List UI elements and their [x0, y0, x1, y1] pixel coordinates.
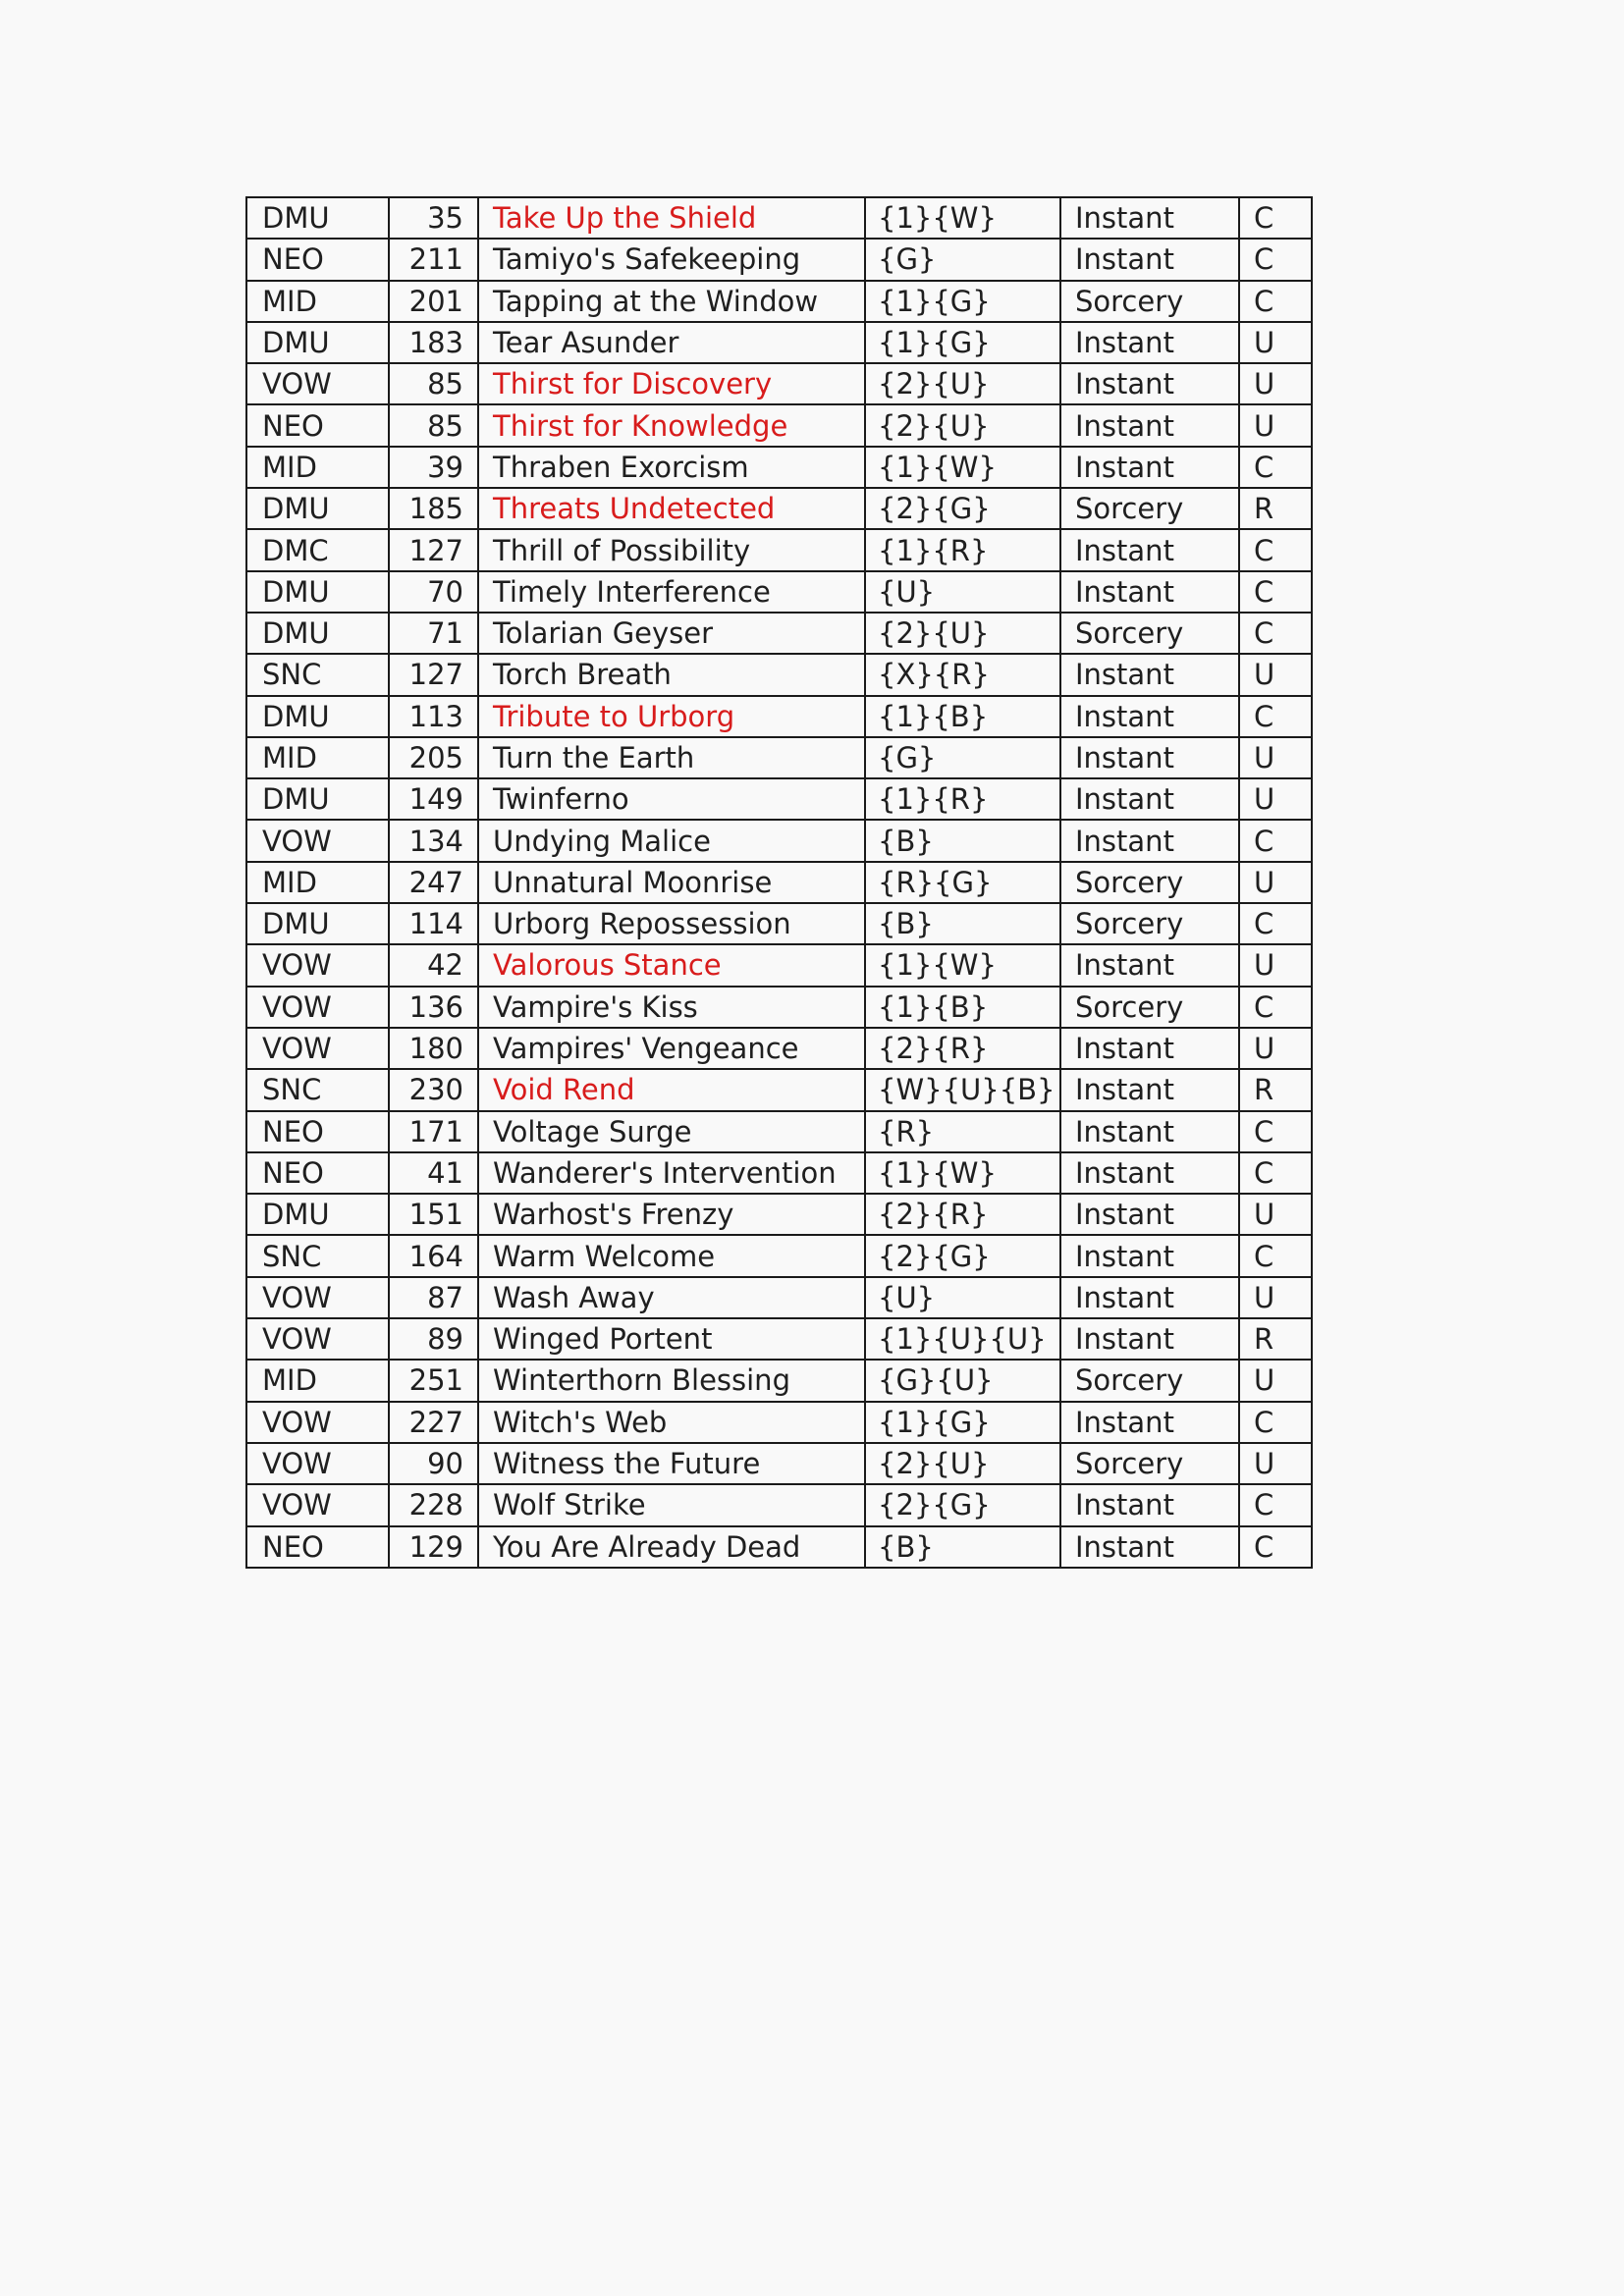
mana-cost-cell: {X}{R}: [865, 654, 1060, 695]
card-name-cell: Wolf Strike: [478, 1484, 865, 1525]
number-cell: 39: [389, 447, 478, 488]
table-row: [246, 447, 1312, 488]
mana-cost-cell: {G}: [865, 737, 1060, 778]
number-cell: 85: [389, 404, 478, 446]
set-cell: SNC: [246, 1235, 389, 1276]
number-cell: 151: [389, 1194, 478, 1235]
rarity-cell: R: [1239, 488, 1312, 529]
set-cell: VOW: [246, 820, 389, 861]
card-type-cell: Sorcery: [1060, 488, 1239, 529]
card-name-cell: Thirst for Knowledge: [478, 404, 865, 446]
card-name-cell: Witness the Future: [478, 1443, 865, 1484]
card-type-cell: Instant: [1060, 820, 1239, 861]
mana-cost-cell: {R}{G}: [865, 862, 1060, 903]
set-cell: VOW: [246, 1318, 389, 1360]
card-name-cell: Warm Welcome: [478, 1235, 865, 1276]
rarity-cell: C: [1239, 903, 1312, 944]
rarity-cell: U: [1239, 654, 1312, 695]
rarity-cell: U: [1239, 363, 1312, 404]
card-type-cell: Instant: [1060, 1194, 1239, 1235]
card-name-cell: Winterthorn Blessing: [478, 1360, 865, 1401]
card-name-cell: Witch's Web: [478, 1402, 865, 1443]
rarity-cell: C: [1239, 529, 1312, 570]
card-type-cell: Sorcery: [1060, 613, 1239, 654]
mana-cost-cell: {1}{R}: [865, 529, 1060, 570]
card-type-cell: Instant: [1060, 363, 1239, 404]
rarity-cell: C: [1239, 197, 1312, 239]
number-cell: 85: [389, 363, 478, 404]
card-name-cell: Take Up the Shield: [478, 197, 865, 239]
rarity-cell: C: [1239, 1402, 1312, 1443]
set-cell: DMU: [246, 903, 389, 944]
card-name-cell: Urborg Repossession: [478, 903, 865, 944]
number-cell: 87: [389, 1277, 478, 1318]
table-row: [246, 1484, 1312, 1525]
mana-cost-cell: {1}{G}: [865, 322, 1060, 363]
card-type-cell: Instant: [1060, 1318, 1239, 1360]
rarity-cell: U: [1239, 737, 1312, 778]
rarity-cell: C: [1239, 1235, 1312, 1276]
rarity-cell: U: [1239, 1443, 1312, 1484]
card-type-cell: Instant: [1060, 404, 1239, 446]
set-cell: VOW: [246, 363, 389, 404]
table-row: [246, 1277, 1312, 1318]
table-row: [246, 654, 1312, 695]
number-cell: 230: [389, 1069, 478, 1110]
set-cell: MID: [246, 862, 389, 903]
number-cell: 134: [389, 820, 478, 861]
card-name-cell: Thirst for Discovery: [478, 363, 865, 404]
number-cell: 149: [389, 778, 478, 820]
set-cell: NEO: [246, 404, 389, 446]
mana-cost-cell: {2}{G}: [865, 488, 1060, 529]
set-cell: DMU: [246, 488, 389, 529]
rarity-cell: U: [1239, 404, 1312, 446]
card-type-cell: Instant: [1060, 1484, 1239, 1525]
card-name-cell: Vampires' Vengeance: [478, 1028, 865, 1069]
mana-cost-cell: {U}: [865, 1277, 1060, 1318]
mana-cost-cell: {2}{G}: [865, 1235, 1060, 1276]
table-row: [246, 404, 1312, 446]
set-cell: NEO: [246, 1526, 389, 1568]
card-name-cell: You Are Already Dead: [478, 1526, 865, 1568]
number-cell: 35: [389, 197, 478, 239]
mana-cost-cell: {2}{R}: [865, 1028, 1060, 1069]
rarity-cell: U: [1239, 322, 1312, 363]
card-type-cell: Instant: [1060, 322, 1239, 363]
number-cell: 89: [389, 1318, 478, 1360]
card-name-cell: Tamiyo's Safekeeping: [478, 239, 865, 280]
card-name-cell: Torch Breath: [478, 654, 865, 695]
rarity-cell: C: [1239, 1484, 1312, 1525]
table-row: [246, 1318, 1312, 1360]
mana-cost-cell: {1}{W}: [865, 944, 1060, 986]
table-row: [246, 1402, 1312, 1443]
table-row: [246, 696, 1312, 737]
table-row: [246, 1194, 1312, 1235]
card-type-cell: Instant: [1060, 1526, 1239, 1568]
mana-cost-cell: {2}{G}: [865, 1484, 1060, 1525]
mana-cost-cell: {1}{W}: [865, 197, 1060, 239]
rarity-cell: U: [1239, 1360, 1312, 1401]
set-cell: DMU: [246, 696, 389, 737]
table-row: [246, 488, 1312, 529]
number-cell: 185: [389, 488, 478, 529]
table-row: [246, 1526, 1312, 1568]
set-cell: DMU: [246, 197, 389, 239]
number-cell: 127: [389, 654, 478, 695]
table-row: [246, 571, 1312, 613]
card-type-cell: Instant: [1060, 778, 1239, 820]
number-cell: 71: [389, 613, 478, 654]
set-cell: SNC: [246, 654, 389, 695]
card-name-cell: Valorous Stance: [478, 944, 865, 986]
number-cell: 70: [389, 571, 478, 613]
card-name-cell: Undying Malice: [478, 820, 865, 861]
card-name-cell: Voltage Surge: [478, 1111, 865, 1152]
table-row: [246, 987, 1312, 1028]
set-cell: DMU: [246, 322, 389, 363]
card-type-cell: Instant: [1060, 1235, 1239, 1276]
number-cell: 183: [389, 322, 478, 363]
mana-cost-cell: {1}{G}: [865, 1402, 1060, 1443]
set-cell: NEO: [246, 239, 389, 280]
set-cell: DMU: [246, 613, 389, 654]
table-row: [246, 239, 1312, 280]
set-cell: SNC: [246, 1069, 389, 1110]
set-cell: DMC: [246, 529, 389, 570]
rarity-cell: C: [1239, 696, 1312, 737]
mana-cost-cell: {1}{W}: [865, 447, 1060, 488]
rarity-cell: U: [1239, 1028, 1312, 1069]
table-row: [246, 281, 1312, 322]
mana-cost-cell: {1}{G}: [865, 281, 1060, 322]
card-name-cell: Winged Portent: [478, 1318, 865, 1360]
card-type-cell: Instant: [1060, 1402, 1239, 1443]
rarity-cell: C: [1239, 281, 1312, 322]
mana-cost-cell: {2}{U}: [865, 1443, 1060, 1484]
rarity-cell: C: [1239, 820, 1312, 861]
card-name-cell: Tapping at the Window: [478, 281, 865, 322]
card-name-cell: Tear Asunder: [478, 322, 865, 363]
mana-cost-cell: {W}{U}{B}: [865, 1069, 1060, 1110]
table-row: [246, 944, 1312, 986]
number-cell: 41: [389, 1152, 478, 1194]
rarity-cell: C: [1239, 1152, 1312, 1194]
mana-cost-cell: {1}{B}: [865, 696, 1060, 737]
rarity-cell: U: [1239, 862, 1312, 903]
table-row: [246, 322, 1312, 363]
set-cell: VOW: [246, 1277, 389, 1318]
card-type-cell: Instant: [1060, 737, 1239, 778]
card-type-cell: Sorcery: [1060, 1360, 1239, 1401]
number-cell: 127: [389, 529, 478, 570]
card-name-cell: Wash Away: [478, 1277, 865, 1318]
rarity-cell: U: [1239, 1277, 1312, 1318]
mana-cost-cell: {U}: [865, 571, 1060, 613]
mana-cost-cell: {2}{U}: [865, 404, 1060, 446]
card-type-cell: Instant: [1060, 529, 1239, 570]
card-name-cell: Warhost's Frenzy: [478, 1194, 865, 1235]
mana-cost-cell: {G}: [865, 239, 1060, 280]
card-type-cell: Instant: [1060, 1028, 1239, 1069]
mana-cost-cell: {B}: [865, 820, 1060, 861]
card-name-cell: Wanderer's Intervention: [478, 1152, 865, 1194]
card-type-cell: Sorcery: [1060, 987, 1239, 1028]
set-cell: DMU: [246, 571, 389, 613]
set-cell: NEO: [246, 1152, 389, 1194]
card-name-cell: Turn the Earth: [478, 737, 865, 778]
mana-cost-cell: {R}: [865, 1111, 1060, 1152]
table-row: [246, 778, 1312, 820]
mana-cost-cell: {1}{B}: [865, 987, 1060, 1028]
card-name-cell: Timely Interference: [478, 571, 865, 613]
card-list-table: [245, 196, 1313, 1569]
set-cell: VOW: [246, 1028, 389, 1069]
set-cell: DMU: [246, 778, 389, 820]
set-cell: VOW: [246, 987, 389, 1028]
table-row: [246, 1028, 1312, 1069]
number-cell: 211: [389, 239, 478, 280]
set-cell: DMU: [246, 1194, 389, 1235]
rarity-cell: U: [1239, 1194, 1312, 1235]
number-cell: 114: [389, 903, 478, 944]
card-type-cell: Instant: [1060, 654, 1239, 695]
card-type-cell: Instant: [1060, 239, 1239, 280]
mana-cost-cell: {1}{U}{U}: [865, 1318, 1060, 1360]
card-list-body: [246, 197, 1312, 1568]
mana-cost-cell: {B}: [865, 1526, 1060, 1568]
number-cell: 205: [389, 737, 478, 778]
card-name-cell: Thraben Exorcism: [478, 447, 865, 488]
number-cell: 42: [389, 944, 478, 986]
table-row: [246, 862, 1312, 903]
set-cell: VOW: [246, 944, 389, 986]
table-row: [246, 820, 1312, 861]
rarity-cell: C: [1239, 613, 1312, 654]
card-type-cell: Sorcery: [1060, 862, 1239, 903]
table-row: [246, 1152, 1312, 1194]
mana-cost-cell: {G}{U}: [865, 1360, 1060, 1401]
rarity-cell: R: [1239, 1069, 1312, 1110]
table-row: [246, 1235, 1312, 1276]
card-type-cell: Instant: [1060, 696, 1239, 737]
number-cell: 228: [389, 1484, 478, 1525]
card-name-cell: Vampire's Kiss: [478, 987, 865, 1028]
table-row: [246, 1360, 1312, 1401]
card-name-cell: Unnatural Moonrise: [478, 862, 865, 903]
number-cell: 113: [389, 696, 478, 737]
mana-cost-cell: {B}: [865, 903, 1060, 944]
number-cell: 129: [389, 1526, 478, 1568]
card-type-cell: Sorcery: [1060, 1443, 1239, 1484]
set-cell: MID: [246, 1360, 389, 1401]
mana-cost-cell: {1}{R}: [865, 778, 1060, 820]
number-cell: 201: [389, 281, 478, 322]
set-cell: MID: [246, 447, 389, 488]
rarity-cell: C: [1239, 239, 1312, 280]
mana-cost-cell: {2}{R}: [865, 1194, 1060, 1235]
set-cell: MID: [246, 737, 389, 778]
card-type-cell: Instant: [1060, 447, 1239, 488]
table-row: [246, 737, 1312, 778]
set-cell: VOW: [246, 1484, 389, 1525]
card-type-cell: Instant: [1060, 944, 1239, 986]
card-type-cell: Sorcery: [1060, 281, 1239, 322]
number-cell: 136: [389, 987, 478, 1028]
rarity-cell: C: [1239, 987, 1312, 1028]
card-name-cell: Tolarian Geyser: [478, 613, 865, 654]
rarity-cell: C: [1239, 1111, 1312, 1152]
table-row: [246, 363, 1312, 404]
table-row: [246, 1069, 1312, 1110]
table-row: [246, 1443, 1312, 1484]
table-row: [246, 903, 1312, 944]
set-cell: VOW: [246, 1443, 389, 1484]
number-cell: 247: [389, 862, 478, 903]
card-type-cell: Instant: [1060, 1152, 1239, 1194]
table-row: [246, 529, 1312, 570]
number-cell: 90: [389, 1443, 478, 1484]
table-row: [246, 1111, 1312, 1152]
set-cell: VOW: [246, 1402, 389, 1443]
number-cell: 171: [389, 1111, 478, 1152]
set-cell: MID: [246, 281, 389, 322]
card-name-cell: Void Rend: [478, 1069, 865, 1110]
rarity-cell: U: [1239, 944, 1312, 986]
rarity-cell: C: [1239, 447, 1312, 488]
card-name-cell: Thrill of Possibility: [478, 529, 865, 570]
mana-cost-cell: {2}{U}: [865, 363, 1060, 404]
rarity-cell: R: [1239, 1318, 1312, 1360]
card-name-cell: Twinferno: [478, 778, 865, 820]
card-type-cell: Instant: [1060, 571, 1239, 613]
card-type-cell: Instant: [1060, 1069, 1239, 1110]
number-cell: 251: [389, 1360, 478, 1401]
mana-cost-cell: {1}{W}: [865, 1152, 1060, 1194]
card-type-cell: Instant: [1060, 197, 1239, 239]
card-type-cell: Instant: [1060, 1111, 1239, 1152]
rarity-cell: C: [1239, 571, 1312, 613]
table-row: [246, 613, 1312, 654]
number-cell: 180: [389, 1028, 478, 1069]
card-name-cell: Tribute to Urborg: [478, 696, 865, 737]
rarity-cell: U: [1239, 778, 1312, 820]
number-cell: 227: [389, 1402, 478, 1443]
table-row: [246, 197, 1312, 239]
card-name-cell: Threats Undetected: [478, 488, 865, 529]
card-type-cell: Sorcery: [1060, 903, 1239, 944]
set-cell: NEO: [246, 1111, 389, 1152]
rarity-cell: C: [1239, 1526, 1312, 1568]
number-cell: 164: [389, 1235, 478, 1276]
card-type-cell: Instant: [1060, 1277, 1239, 1318]
mana-cost-cell: {2}{U}: [865, 613, 1060, 654]
